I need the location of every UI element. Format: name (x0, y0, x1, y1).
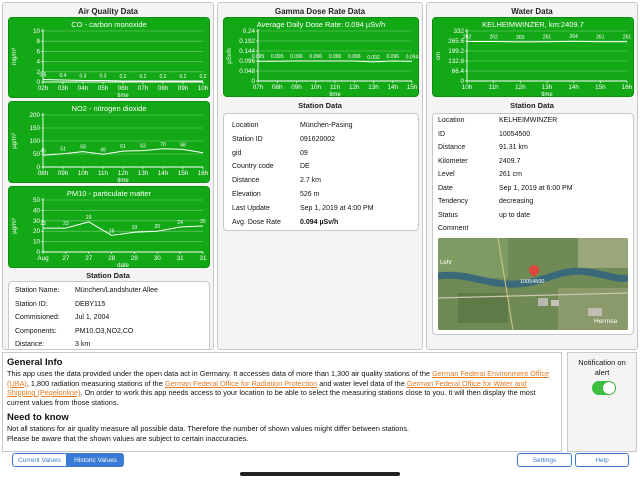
need-to-know-heading: Need to know (7, 412, 69, 423)
x-tick-label: 27 (85, 255, 93, 262)
co-chart-card (8, 17, 210, 98)
station-row-label: Components: (15, 327, 57, 335)
link-wsv[interactable]: German Federal Office for Water and Shipping (Pegelonline) (7, 378, 527, 397)
y-tick-label: 4 (36, 58, 40, 66)
x-tick-label: 12h (348, 84, 360, 91)
y-tick-label: 0 (460, 78, 464, 85)
station-row-label: Kilometer (438, 157, 468, 165)
x-tick-label: 10h (461, 84, 473, 91)
x-tick-label: 31 (199, 255, 207, 262)
x-axis-label: time (541, 92, 553, 98)
air-quality-title: Air Quality Data (77, 7, 138, 16)
station-row-label: Level (438, 171, 455, 178)
y-tick-label: 0.192 (239, 38, 255, 45)
y-tick-label: 40 (32, 207, 40, 215)
data-label: 0.5 (39, 72, 47, 79)
station-row-label: Location (438, 117, 465, 124)
x-tick-label: 16h (621, 84, 633, 91)
data-label: 29 (85, 214, 92, 221)
data-label: 0.096 (290, 54, 303, 60)
x-tick-label: 14h (387, 84, 399, 91)
x-tick-label: 09h (177, 85, 189, 92)
x-axis-label: time (117, 93, 129, 99)
link-bfs[interactable]: German Federal Office for Radiation Protection (164, 378, 318, 388)
y-tick-label: 10 (32, 238, 40, 246)
data-label: 61 (120, 144, 126, 151)
y-tick-label: 8 (36, 38, 40, 46)
x-tick-label: 11h (329, 84, 341, 91)
x-tick-label: 05h (97, 85, 109, 92)
x-tick-label: 11h (488, 84, 499, 91)
gamma-chart-card (223, 17, 419, 97)
water-chart-title: KELHEIMWINZER, km:2409.7 (482, 20, 584, 29)
data-label: 45 (40, 148, 46, 155)
x-tick-label: 11h (97, 170, 109, 177)
x-tick-label: 13h (368, 84, 379, 91)
x-tick-label: 14h (157, 170, 169, 177)
x-tick-label: 07h (252, 84, 264, 91)
gamma-chart (224, 18, 420, 98)
y-tick-label: 50 (32, 197, 40, 204)
station-row-label: Commisioned: (15, 314, 60, 321)
data-label: 59 (80, 144, 86, 151)
station-row-label: Date (438, 184, 453, 192)
y-tick-label: 10 (32, 28, 40, 35)
x-axis-label: time (117, 178, 129, 184)
info-section (2, 352, 562, 452)
data-label: 0.3 (99, 73, 107, 80)
station-row-label: Last Update (232, 204, 270, 212)
data-label: 0.092 (367, 54, 380, 61)
x-tick-label: 15h (177, 170, 189, 177)
data-label: 0.095 (270, 54, 284, 61)
station-row-value: PM10,O3,NO2,CO (75, 327, 134, 335)
station-row-value: 2409.7 (499, 157, 521, 165)
station-row-value: DEBY115 (75, 300, 106, 308)
co-chart (9, 18, 211, 99)
station-row-label: Station ID: (15, 300, 48, 308)
water-station-data-title: Station Data (510, 101, 554, 110)
station-row-value: 091620002 (300, 135, 336, 143)
station-row-label: Comment (438, 225, 469, 232)
x-tick-label: 10h (77, 170, 89, 177)
x-tick-label: 08h (271, 84, 283, 91)
station-row-label: Country code (232, 163, 274, 171)
data-label: 19 (131, 225, 138, 232)
series-line (467, 41, 627, 42)
data-label: 261 (542, 34, 552, 41)
data-label: 63 (140, 143, 146, 150)
station-row-label: Tendency (438, 198, 468, 205)
pm10-chart-card (8, 186, 210, 268)
data-label: 68 (180, 142, 186, 149)
y-tick-label: 30 (32, 217, 40, 225)
station-row-label: Avg. Dose Rate (232, 218, 281, 226)
station-row-value: 2.7 km (300, 177, 322, 185)
x-tick-label: 02h (37, 85, 49, 92)
data-label: 51 (60, 146, 66, 153)
data-label: 0.096 (309, 54, 323, 60)
station-row-value: München-Pasing (300, 122, 353, 129)
station-row-label: Distance (438, 144, 466, 151)
current-values-tab[interactable]: Current Values (12, 453, 67, 467)
station-row-label: Station ID (232, 135, 263, 143)
y-axis-unit: µg/m³ (12, 133, 18, 149)
data-label: 0.095 (251, 54, 265, 61)
station-row-label: Elevation (232, 191, 261, 198)
water-station-card (432, 113, 634, 335)
y-tick-label: 0.048 (239, 68, 255, 75)
notification-label: Notification on alert (578, 358, 626, 377)
y-tick-label: 6 (36, 48, 40, 56)
y-tick-label: 0 (36, 164, 40, 171)
water-chart (433, 18, 635, 98)
y-tick-label: 200 (29, 112, 40, 119)
x-tick-label: 08h (157, 85, 169, 92)
data-label: 264 (569, 34, 578, 41)
air-station-card (8, 281, 210, 350)
y-tick-label: 66.4 (451, 68, 464, 75)
data-label: 49 (100, 147, 106, 154)
station-row-value: KELHEIMWINZER (499, 117, 558, 124)
station-row-label: ID (438, 130, 445, 138)
x-tick-label: 13h (137, 170, 149, 177)
data-label: 0.2 (179, 73, 187, 80)
x-tick-label: 16h (197, 170, 209, 177)
station-row-value: up to date (499, 211, 531, 219)
data-label: 0.096 (328, 54, 342, 60)
x-tick-label: 06h (117, 85, 129, 92)
x-tick-label: 27 (62, 255, 70, 262)
x-tick-label: 07h (137, 85, 149, 92)
no2-chart (9, 102, 211, 184)
data-label: 70 (160, 141, 166, 148)
gamma-panel (217, 2, 423, 350)
data-label: 261 (622, 34, 632, 41)
data-label: 261 (596, 34, 605, 41)
y-tick-label: 199.2 (448, 48, 464, 55)
station-row-value: 526 m (300, 191, 320, 198)
data-label: 0.4 (59, 72, 67, 79)
data-label: 0.2 (139, 73, 147, 80)
y-axis-unit: µg/m³ (12, 218, 18, 234)
station-row-value: decreasing (499, 198, 534, 205)
no2-chart-card (8, 101, 210, 183)
station-row-label: Distance (232, 177, 260, 185)
gamma-station-data-title: Station Data (298, 101, 342, 110)
station-row-value: 0.094 µSv/h (300, 218, 339, 226)
station-row-value: 10054500 (499, 130, 531, 138)
x-tick-label: 29 (130, 255, 138, 262)
x-tick-label: 28 (108, 255, 116, 262)
data-label: 20 (154, 224, 161, 231)
historic-values-tab[interactable]: Historic Values (67, 453, 124, 467)
no2-chart-title: NO2 - nitrogen dioxide (71, 104, 147, 113)
station-row-label: Status (438, 211, 458, 219)
station-row-value: 261 cm (499, 171, 522, 178)
y-tick-label: 0 (251, 78, 255, 85)
station-row-value: München/Landshuter Allee (75, 287, 158, 294)
y-tick-label: 0.24 (242, 28, 255, 35)
station-row-label: Location (232, 122, 259, 129)
y-tick-label: 0.144 (239, 48, 255, 55)
pm10-chart-title: PM10 - particulate matter (66, 189, 152, 198)
need-to-know-text-2: Please be aware that the shown values are subject to certain inaccuracies. (7, 433, 249, 443)
x-tick-label: 30 (153, 255, 161, 262)
y-tick-label: 0 (36, 79, 40, 86)
gamma-station-card (223, 113, 419, 231)
y-axis-unit: cm (436, 52, 442, 60)
station-row-value: Sep 1, 2019 at 4:00 PM (300, 204, 374, 212)
y-axis-unit: µSv/h (227, 48, 233, 64)
y-tick-label: 0.096 (239, 58, 255, 65)
data-label: 25 (200, 219, 206, 225)
data-label: 0.096 (386, 54, 400, 60)
data-label: 262 (462, 34, 472, 41)
y-tick-label: 2 (36, 68, 40, 76)
data-label: 0.094 (405, 54, 419, 61)
data-label: 0.096 (347, 54, 361, 60)
station-row-value: 91.31 km (499, 144, 528, 151)
toggle-knob (603, 382, 615, 394)
station-row-value: Jul 1, 2004 (75, 314, 110, 321)
data-label: 0.3 (79, 73, 87, 80)
x-tick-label: 15h (595, 84, 606, 91)
x-tick-label: 10h (310, 84, 322, 91)
gamma-title: Gamma Dose Rate Data (274, 7, 366, 16)
x-tick-label: 09h (291, 84, 302, 91)
x-tick-label: 04h (77, 85, 89, 92)
y-tick-label: 0 (36, 249, 40, 256)
station-row-value: 09 (300, 149, 308, 157)
data-label: 0.2 (199, 73, 207, 80)
station-row-label: gid (232, 149, 242, 157)
y-tick-label: 150 (29, 125, 40, 132)
water-title: Water Data (511, 7, 553, 16)
station-map[interactable] (438, 238, 628, 330)
x-tick-label: 31 (176, 255, 184, 262)
data-label: 262 (489, 34, 498, 41)
air-quality-panel (2, 2, 214, 350)
x-tick-label: 03h (57, 85, 69, 92)
x-tick-label: 09h (57, 170, 69, 177)
x-tick-label: 14h (568, 84, 579, 91)
map-place-label-left: Lehr (440, 260, 453, 266)
station-row-label: Station Name: (15, 287, 60, 294)
link-uba[interactable]: German Federal Environment Office (UBA) (7, 369, 550, 388)
map-pin-label: 10054500 (520, 279, 545, 285)
home-indicator (240, 472, 400, 476)
x-axis-label: date (117, 263, 129, 269)
y-tick-label: 265.6 (448, 38, 464, 45)
notification-panel (567, 352, 637, 452)
water-chart-card (432, 17, 634, 97)
y-tick-label: 332 (453, 28, 464, 35)
station-row-label: Distance: (15, 341, 45, 348)
air-station-data-title: Station Data (86, 271, 130, 280)
general-info-heading: General Info (7, 357, 63, 368)
data-label: 260 (516, 34, 525, 41)
y-tick-label: 132.8 (448, 58, 464, 65)
data-label: 0.2 (119, 73, 127, 80)
station-row-value: Sep 1, 2019 at 6:00 PM (499, 184, 573, 192)
x-tick-label: 12h (515, 84, 526, 91)
gamma-chart-title: Average Daily Dose Rate: 0.094 µSv/h (256, 20, 386, 29)
station-row-value: 3 km (75, 341, 91, 348)
y-tick-label: 100 (29, 138, 40, 145)
x-axis-label: time (329, 92, 341, 98)
x-tick-label: 12h (117, 170, 129, 177)
need-to-know-text-1: Not all stations for air quality measure all possible data. Therefore the number of shown values might differ between stations. (7, 424, 410, 433)
x-tick-label: Aug (37, 255, 49, 262)
notification-toggle[interactable] (592, 381, 616, 395)
y-tick-label: 20 (32, 228, 40, 236)
x-tick-label: 15h (406, 84, 418, 91)
general-info-text: This app uses the data provided under the open data act in Germany. It accesses data of more than 1,300 air quality stations of the German Federal Environment Office (UBA), 1,800 radiation measuring stations of the German Federal Office for Radiation Protection and water level data of the German Federal Office for Water and Shipping (Pegelonline). On order to work this app needs access to your location to be able to select the measuring stations close to you. It will then display the most current values from those stations. (7, 369, 550, 407)
x-tick-label: 13h (541, 84, 553, 91)
data-label: 23 (40, 221, 46, 228)
data-label: 0.2 (159, 73, 167, 80)
pm10-chart (9, 187, 211, 269)
co-chart-title: CO - carbon monoxide (71, 20, 147, 29)
settings-button[interactable]: Settings (517, 453, 572, 467)
y-tick-label: 50 (32, 151, 40, 158)
help-button[interactable]: Help (575, 453, 629, 467)
x-tick-label: 08h (37, 170, 49, 177)
map-place-label: Herrnsa (594, 318, 618, 325)
data-label: 24 (177, 220, 183, 227)
station-row-value: DE (300, 163, 310, 171)
data-label: 16 (108, 228, 115, 235)
water-panel (426, 2, 638, 350)
series-line (258, 61, 412, 62)
x-tick-label: 10h (197, 85, 209, 92)
data-label: 23 (63, 221, 69, 228)
y-axis-unit: mg/m³ (12, 48, 18, 65)
